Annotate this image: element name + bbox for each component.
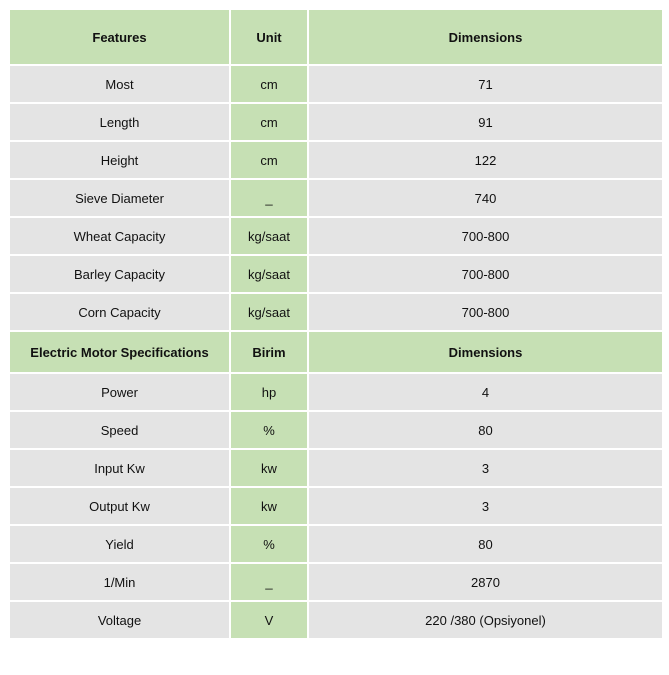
specifications-table-body: [9, 9, 663, 639]
table-row: [9, 293, 663, 331]
table-row: [9, 487, 663, 525]
table-row: [9, 255, 663, 293]
specifications-table: [8, 8, 664, 640]
unit-cell: V: [230, 601, 308, 639]
value-cell: 80: [308, 411, 663, 449]
header-dimensions: Dimensions: [308, 9, 663, 65]
feature-cell: Voltage: [9, 601, 230, 639]
table-row: [9, 217, 663, 255]
unit-cell: _: [230, 563, 308, 601]
feature-cell: Sieve Diameter: [9, 179, 230, 217]
header-motor-dimensions: Dimensions: [308, 331, 663, 373]
table-row: [9, 563, 663, 601]
table-row: [9, 103, 663, 141]
value-cell: 122: [308, 141, 663, 179]
value-cell: 3: [308, 449, 663, 487]
feature-cell: Height: [9, 141, 230, 179]
unit-cell: kw: [230, 449, 308, 487]
value-cell: 700-800: [308, 293, 663, 331]
feature-cell: Corn Capacity: [9, 293, 230, 331]
value-cell: 740: [308, 179, 663, 217]
unit-cell: kg/saat: [230, 255, 308, 293]
feature-cell: Yield: [9, 525, 230, 563]
unit-cell: hp: [230, 373, 308, 411]
unit-cell: kg/saat: [230, 217, 308, 255]
unit-cell: _: [230, 179, 308, 217]
table-header-row: [9, 9, 663, 65]
table-row: [9, 525, 663, 563]
header-motor-specifications: Electric Motor Specifications: [9, 331, 230, 373]
value-cell: 4: [308, 373, 663, 411]
unit-cell: %: [230, 411, 308, 449]
unit-cell: cm: [230, 65, 308, 103]
value-cell: 71: [308, 65, 663, 103]
table-row: [9, 65, 663, 103]
feature-cell: Speed: [9, 411, 230, 449]
unit-cell: kw: [230, 487, 308, 525]
value-cell: 700-800: [308, 217, 663, 255]
feature-cell: Wheat Capacity: [9, 217, 230, 255]
header-unit: Unit: [230, 9, 308, 65]
value-cell: 700-800: [308, 255, 663, 293]
value-cell: 2870: [308, 563, 663, 601]
value-cell: 91: [308, 103, 663, 141]
unit-cell: cm: [230, 103, 308, 141]
unit-cell: kg/saat: [230, 293, 308, 331]
table-row: [9, 373, 663, 411]
header-birim: Birim: [230, 331, 308, 373]
header-features: Features: [9, 9, 230, 65]
table-row: [9, 411, 663, 449]
value-cell: 220 /380 (Opsiyonel): [308, 601, 663, 639]
feature-cell: Output Kw: [9, 487, 230, 525]
value-cell: 80: [308, 525, 663, 563]
motor-header-row: [9, 331, 663, 373]
unit-cell: %: [230, 525, 308, 563]
feature-cell: Most: [9, 65, 230, 103]
table-row: [9, 179, 663, 217]
feature-cell: Length: [9, 103, 230, 141]
table-row: [9, 141, 663, 179]
table-row: [9, 449, 663, 487]
feature-cell: Power: [9, 373, 230, 411]
feature-cell: Barley Capacity: [9, 255, 230, 293]
feature-cell: 1/Min: [9, 563, 230, 601]
unit-cell: cm: [230, 141, 308, 179]
feature-cell: Input Kw: [9, 449, 230, 487]
value-cell: 3: [308, 487, 663, 525]
table-row: [9, 601, 663, 639]
